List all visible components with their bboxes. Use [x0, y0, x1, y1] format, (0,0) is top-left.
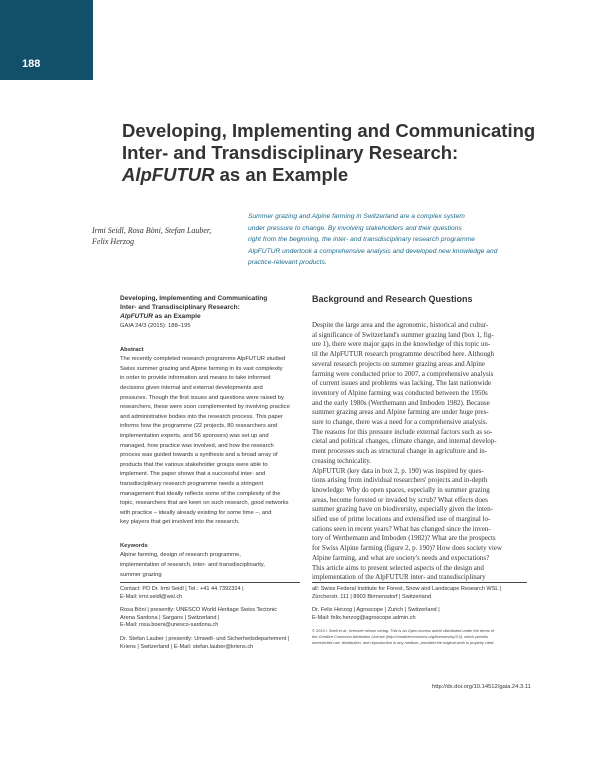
body-line: Despite the large area and the agronomic, historical and cultur-: [312, 321, 489, 329]
lead-line: practice-relevant products.: [248, 259, 327, 266]
keywords-text: [120, 551, 298, 580]
citation: GAIA 24/3 (2015): 188–195: [120, 323, 191, 329]
lead-paragraph: [248, 211, 528, 269]
abstract-line: key players that get involved into the research.: [120, 519, 240, 526]
lead-line: Summer grazing and Alpine farming in Switzerland are a complex system: [248, 213, 465, 220]
page-title: [122, 120, 536, 186]
contact-block: [312, 586, 527, 601]
lead-line: under pressure to change. By involving stakeholders and their questions: [248, 224, 462, 232]
contact-block-line: E-Mail: irmi.seidl@wsl.ch: [120, 593, 183, 600]
body-line: Alpine farming, and what are society's needs and expectations?: [312, 553, 490, 562]
title-italic: AlpFUTUR: [122, 164, 215, 185]
body-line: of current issues and problems was lacking. The last nationwide: [312, 379, 492, 388]
divider: [312, 582, 527, 583]
article-box-title-line: Developing, Implementing and Communicating: [120, 295, 268, 302]
authors: [92, 225, 242, 247]
body-line: implementation of the AlpFUTUR inter- and transdisciplinary: [312, 573, 486, 582]
license-line: © 2015 I. Seidl et al.; licensee oekom verlag. This is an Open Access article distributed under the terms of: [312, 628, 494, 634]
abstract-line: management that ideally reflects some of the complexity of the: [120, 490, 281, 497]
contacts-right-blocks: [312, 586, 527, 622]
title-rest: as an Example: [214, 164, 349, 185]
contact-block-line: Dr. Stefan Lauber | presently: Umwelt- und Sicherheitsdepartement |: [120, 635, 290, 642]
abstract-line: The recently completed research programme AlpFUTUR studied: [120, 356, 286, 363]
body-line: til the AlpFUTUR research programme described here. Although: [312, 350, 494, 359]
page-number-bar: [0, 0, 93, 80]
body-column: [312, 294, 527, 583]
body-line: ment processes such as structural change in agriculture and in-: [312, 447, 488, 456]
contact-block-line: Arena Sardona | Sargans | Switzerland |: [120, 614, 220, 621]
section-heading: Background and Research Questions: [312, 294, 473, 304]
keywords-line: summer grazing: [120, 571, 162, 578]
body-text: [312, 321, 527, 583]
abstract-heading: Abstract: [120, 346, 144, 353]
contact-block: [120, 586, 305, 601]
abstract-line: and administrative bodies into the research process. This paper: [120, 413, 283, 420]
article-box-title-line: Inter- and Transdisciplinary Research:: [120, 304, 240, 311]
contact-block: [312, 607, 527, 622]
page-number: 188: [22, 58, 41, 70]
body-line: areas, become forested or invaded by scrub? What effects does: [312, 495, 488, 504]
abstract-line: pressures. Though the first issues and questions were raised by: [120, 394, 284, 401]
abstract-line: process was guided towards a synthesis and a broad array of: [120, 452, 278, 459]
body-line: al significance of Switzerland's summer grazing land (box 1, fig-: [312, 330, 494, 339]
body-line: tory of Werthemann and Imboden (1982)? What are the prospects: [312, 534, 496, 543]
keywords-line: Alpine farming, design of research programme,: [120, 552, 241, 559]
abstract-line: transdisciplinary research programme needs a stringent: [120, 480, 264, 487]
contact-block-line: Contact: PD Dr. Irmi Seidl | Tel.: +41 44 7392324 |: [120, 586, 244, 592]
body-line: farming were conducted prior to 2007, a comprehensive analysis: [312, 369, 494, 378]
contact-block-line: E-Mail: felix.herzog@agroscope.admin.ch: [312, 614, 416, 621]
abstract-line: researchers, these were soon complemented by involving practice: [120, 404, 290, 411]
contact-block-line: all: Swiss Federal Institute for Forest, Snow and Landscape Research WSL |: [312, 586, 502, 592]
article-box-title: [120, 294, 298, 321]
license-line: the Creative Commons Attribution License (http://creativecommons.org/licenses/by/3.0), which permits: [312, 633, 489, 639]
abstract-line: products that the various stakeholder groups were able to: [120, 461, 268, 468]
body-line: and the early 1980s (Werthemann and Imboden 1982). Because: [312, 398, 490, 407]
keywords-heading: Keywords: [120, 542, 148, 549]
body-line: sure to change, there was a need for a comprehensive analysis.: [312, 418, 488, 427]
abstract-line: decisions given internal and external developments and: [120, 384, 263, 391]
doi-link[interactable]: http://dx.doi.org/10.14512/gaia.24.3.11: [432, 684, 531, 690]
contacts-right: [312, 586, 527, 645]
body-line: tions arising from individual researchers' projects and in-depth: [312, 476, 488, 485]
contact-block-line: E-Mail: rosa.boeni@unesco-sardona.ch: [120, 622, 219, 629]
abstract-text: [120, 355, 298, 528]
abstract-line: topic, researchers that are keen on such research, good networks: [120, 500, 289, 507]
body-line: cations seen in recent years? What has changed since the inven-: [312, 524, 491, 533]
abstract-line: Swiss summer grazing and Alpine farming in its vast complexity: [120, 365, 283, 372]
abstract-line: with practice – ideally already existing for some time –, and: [120, 509, 272, 516]
abstract-line: implement. The paper shows that a successful inter- and: [120, 471, 266, 478]
title-line-2: Inter- and Transdisciplinary Research:: [122, 142, 459, 163]
body-line: The reasons for this pressure include external factors such as so-: [312, 427, 493, 436]
contact-block-line: Rosa Böni | presently: UNESCO World Heritage Swiss Tectonic: [120, 607, 277, 614]
title-line-1: Developing, Implementing and Communicating: [122, 120, 536, 141]
keywords-line: implementation of research, inter- and transdisciplinarity,: [120, 562, 265, 569]
lead-line: right from the beginning, the inter- and transdisciplinary research programme: [248, 236, 475, 243]
contact-block: [120, 636, 305, 651]
abstract-column: [120, 294, 298, 580]
title-line-3: [122, 164, 482, 186]
article-box-title-italic: AlpFUTUR: [120, 313, 153, 320]
body-line: inventory of Alpine farming was conducted between the 1950s: [312, 388, 488, 397]
contacts-left: [120, 586, 305, 657]
license-text: [312, 628, 527, 645]
body-line: ure 1), there were major gaps in the knowledge of this topic un-: [312, 340, 491, 349]
abstract-line: managed, how practice was involved, and how the research: [120, 442, 274, 449]
contact-block-line: Dr. Felix Herzog | Agroscope | Zurich | Switzerland |: [312, 607, 440, 614]
abstract-line: in order to provide information and means to take informed: [120, 375, 271, 382]
abstract-line: informs how the programme (22 projects, 80 researchers and: [120, 423, 278, 430]
article-box-title-line: [120, 312, 298, 321]
article-box-title-rest: as an Example: [152, 313, 201, 320]
divider: [120, 582, 300, 583]
contact-block-line: Kriens | Switzerland | E-Mail: stefan.lauber@kriens.ch: [120, 643, 254, 650]
body-line: summer grazing areas and Alpine farming are under huge pres-: [312, 408, 489, 417]
contact-block-line: Zürcherstr. 111 | 8903 Birmensdorf | Switzerland: [312, 593, 431, 600]
contact-block: [120, 607, 305, 630]
lead-line: AlpFUTUR undertook a comprehensive analysis and developed new knowledge and: [248, 247, 498, 255]
body-line: summer grazing have on biodiversity, especially given the inten-: [312, 505, 493, 514]
license-line: unrestricted use, distribution, and reproduction in any medium, provided the original work is properly cited.: [312, 639, 495, 645]
body-line: knowledge: Why do open spaces, especially in summer grazing: [312, 485, 490, 494]
abstract-line: implementation experts, and 56 sponsors) was set up and: [120, 432, 269, 439]
body-line: AlpFUTUR (key data in box 2, p. 190) was inspired by ques-: [312, 466, 484, 475]
authors-line-1: Irmi Seidl, Rosa Böni, Stefan Lauber,: [92, 226, 212, 235]
body-line: creasing technicality.: [312, 456, 372, 465]
body-line: for Swiss Alpine farming (figure 2, p. 190)? How does society view: [312, 544, 502, 553]
body-line: cietal and political changes, climate change, and internal develop-: [312, 437, 497, 446]
body-line: This article aims to present selected aspects of the design and: [312, 563, 484, 572]
body-line: several research projects on summer grazing areas and Alpine: [312, 359, 485, 368]
authors-line-2: Felix Herzog: [92, 237, 134, 246]
body-line: sified use of prime locations and extensified use of marginal lo-: [312, 515, 491, 524]
